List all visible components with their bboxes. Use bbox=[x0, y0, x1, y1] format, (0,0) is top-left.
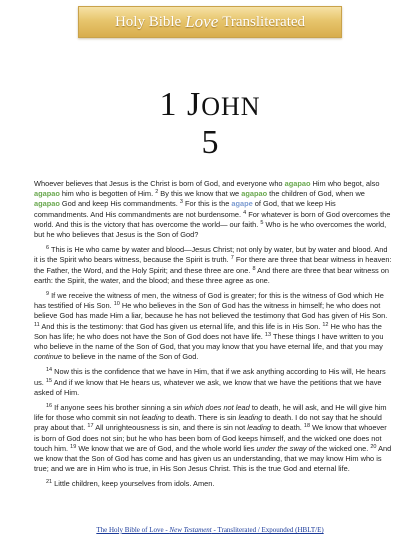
italic-text: which does not lead bbox=[184, 403, 250, 413]
verse-text: For this is the bbox=[182, 199, 232, 209]
verse-text: These things I have written to you who believe in the name of the Son of God, that you may know that you have eternal life, and that you may bbox=[34, 331, 384, 352]
italic-text: leading bbox=[238, 413, 263, 423]
verse-text: to death. I do not say that he should pray about that. bbox=[34, 413, 382, 433]
verse-text: Who is he who overcomes the world, but he who believes that Jesus is the Son of God? bbox=[34, 219, 387, 240]
verse-text: All unrighteousness is sin, and there is sin not bbox=[93, 423, 248, 433]
paragraph-2 bbox=[34, 245, 392, 286]
banner-title-part1: Holy Bible bbox=[114, 13, 182, 30]
chapter-number: 5 bbox=[201, 124, 219, 161]
verse-text: And this is the testimony: that God has given us eternal life, and this life is in His Son. bbox=[39, 321, 323, 331]
verse-number: 6 bbox=[46, 245, 50, 252]
verse-text: We know that whoever is born of God does not sin; but he who has been born of God keeps himself, and the wicked one does not touch him. bbox=[34, 423, 387, 453]
verse-number: 14 bbox=[46, 367, 53, 374]
verse-text: And there are three that bear witness on earth: the Spirit, the water, and the blood; and these three agree as one. bbox=[34, 265, 390, 285]
verse-number: 4 bbox=[243, 209, 247, 216]
verse-text: We know that we are of God, and the whole world lies bbox=[76, 443, 257, 453]
footer-text: - Transliterated / Expounded (HBLT/E) bbox=[211, 526, 324, 534]
verse-text: This is He who came by water and blood—Jesus Christ; not only by water, but by water and blood. And it is the Spirit who bears witness, because the Spirit is truth. bbox=[34, 245, 388, 265]
book-initial: J bbox=[186, 86, 202, 123]
paragraph-4 bbox=[34, 367, 392, 398]
verse-text: Little children, keep yourselves from idols. Amen. bbox=[52, 479, 215, 489]
verse-number: 3 bbox=[179, 199, 183, 206]
paragraph-3 bbox=[34, 291, 392, 362]
verse-text: For whatever is born of God overcomes the world. And this is the victory that has overcome the world— our faith. bbox=[34, 209, 391, 229]
verse-text: the children of God, when we bbox=[267, 189, 365, 199]
verse-text: And if we know that He hears us, whatever we ask, we know that we have the petitions that we have asked of Him. bbox=[34, 377, 382, 397]
verse-number: 2 bbox=[155, 189, 159, 196]
verse-text: God and keep His commandments. bbox=[59, 199, 180, 209]
book-name-rest: OHN bbox=[201, 92, 261, 121]
agape-link[interactable]: agape bbox=[231, 199, 253, 209]
book-title bbox=[0, 86, 420, 124]
verse-number: 18 bbox=[303, 423, 311, 430]
verse-text: He who believes in the Son of God has the witness in himself; he who does not believe God has made Him a liar, because he has not believed the testimony that God has given of His Son. bbox=[34, 301, 388, 321]
verse-number: 9 bbox=[46, 291, 50, 298]
book-number: 1 bbox=[159, 86, 178, 123]
verse-text: By this we know that we bbox=[158, 189, 242, 199]
verse-text: Him who begot, also bbox=[310, 179, 380, 188]
verse-text: to death. bbox=[271, 423, 304, 433]
footer-text: The Holy Bible of Love - bbox=[96, 526, 170, 534]
verse-number: 10 bbox=[113, 301, 120, 308]
footer-link[interactable] bbox=[0, 526, 420, 534]
banner-title-love: Love bbox=[185, 12, 219, 31]
italic-text: leading bbox=[141, 413, 166, 423]
verse-number: 5 bbox=[260, 219, 264, 226]
agapao-link[interactable]: agapao bbox=[284, 179, 311, 188]
italic-text: under the sway of bbox=[256, 443, 315, 453]
verse-number: 11 bbox=[34, 321, 40, 328]
verse-number: 17 bbox=[87, 423, 94, 430]
agapao-link[interactable]: agapao bbox=[241, 189, 268, 199]
paragraph-6 bbox=[34, 479, 392, 489]
verse-number: 15 bbox=[45, 377, 53, 384]
verse-text: Whoever believes that Jesus is the Christ is born of God, and everyone who bbox=[34, 179, 285, 188]
verse-number: 20 bbox=[370, 443, 377, 450]
banner-title-part3: Transliterated bbox=[222, 13, 306, 30]
verse-text: Now this is the confidence that we have in Him, that if we ask anything according to His will, He hears us. bbox=[34, 367, 386, 387]
verse-text: He who has the Son has life; he who does not have the Son of God does not have life. bbox=[34, 321, 382, 341]
verse-text: If we receive the witness of men, the witness of God is greater; for this is the witness of God which He has testified of His Son. bbox=[34, 291, 384, 311]
verse-text: For there are three that bear witness in heaven: the Father, the Word, and the Holy Spirit; and these three are one. bbox=[34, 255, 392, 275]
verse-text: the wicked one. bbox=[314, 443, 371, 453]
verse-text: And we know that the Son of God has come and has given us an understanding, that we may know Him who is true; and we are in Him who is true, in His Son Jesus Christ. This is the true God and eternal life. bbox=[34, 443, 392, 474]
verse-text: to death. There is sin bbox=[165, 413, 239, 423]
verse-number: 19 bbox=[70, 443, 77, 450]
verse-number: 8 bbox=[252, 265, 256, 272]
verse-text: to death, he will ask, and He will give him life for those who commit sin not bbox=[34, 403, 387, 423]
verse-number: 12 bbox=[322, 321, 329, 328]
scripture-text bbox=[34, 179, 392, 495]
verse-number: 21 bbox=[46, 479, 53, 486]
italic-text: leading bbox=[247, 423, 272, 433]
italic-text: continue bbox=[34, 352, 62, 362]
verse-text: to believe in the name of the Son of God. bbox=[61, 352, 199, 362]
header-banner bbox=[78, 6, 342, 38]
verse-number: 7 bbox=[230, 255, 234, 262]
verse-text: of God, that we keep His commandments. And His commandments are not burdensome. bbox=[34, 199, 336, 219]
verse-text: him who is begotten of Him. bbox=[59, 189, 156, 199]
paragraph-1 bbox=[34, 179, 392, 240]
verse-text: If anyone sees his brother sinning a sin bbox=[52, 403, 185, 413]
verse-number: 13 bbox=[264, 331, 272, 338]
paragraph-5 bbox=[34, 403, 392, 474]
agapao-link[interactable]: agapao bbox=[34, 199, 60, 209]
verse-number: 16 bbox=[46, 403, 53, 410]
footer-italic: New Testament bbox=[169, 526, 212, 534]
agapao-link[interactable]: agapao bbox=[34, 189, 60, 199]
